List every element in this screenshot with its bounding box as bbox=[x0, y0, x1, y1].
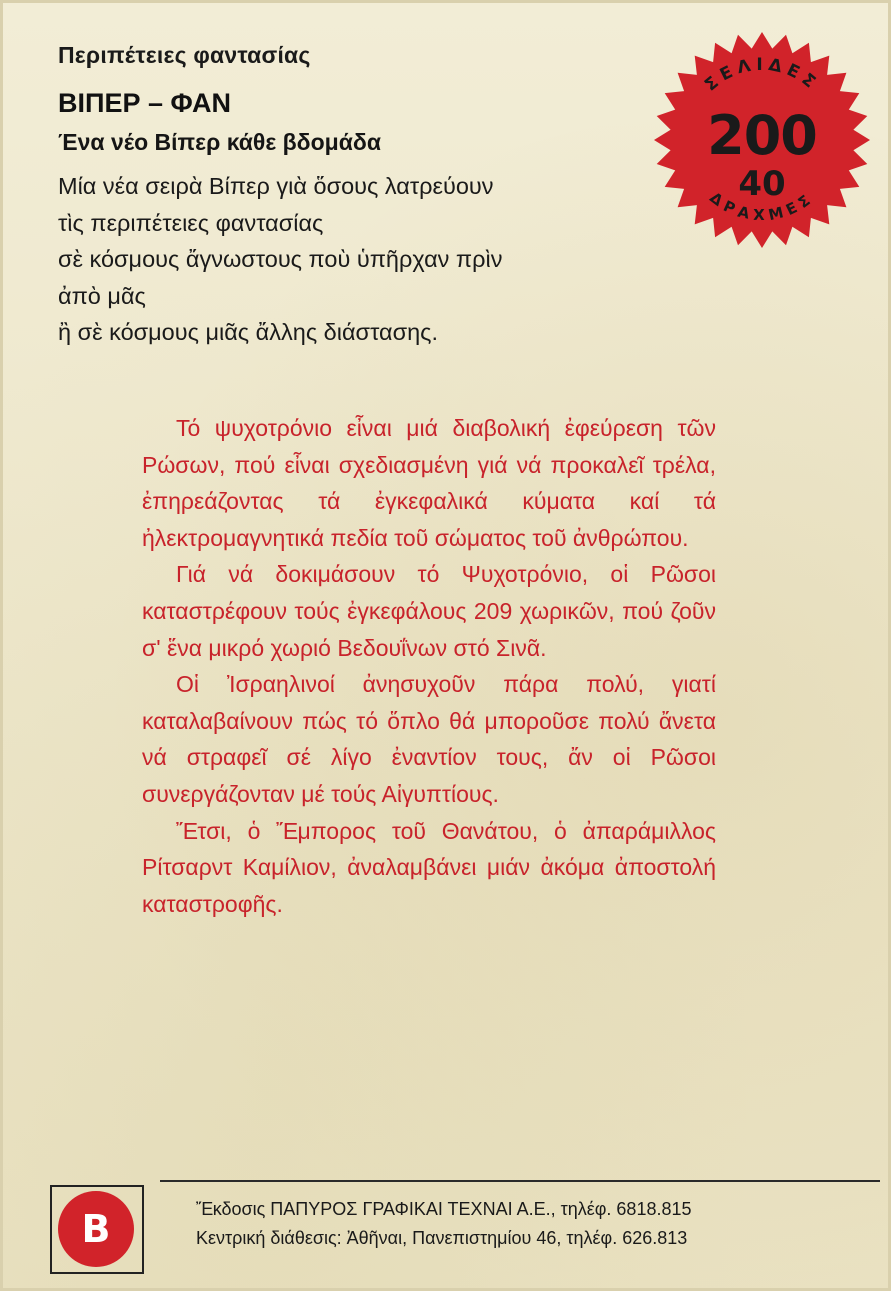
badge-bottom-text: ΔΡΑΧΜΕΣ bbox=[706, 188, 818, 225]
series-title: ΒΙΠΕΡ – ΦΑΝ bbox=[58, 88, 231, 118]
footer-divider bbox=[160, 1180, 880, 1182]
synopsis-paragraph: Ἔτσι, ὁ Ἔμπορος τοῦ Θανάτου, ὁ ἀπαράμιλλος Ρίτσαρντ Καμίλιον, ἀναλαμβάνει μιάν ἀκόμα ἀποστολή καταστροφῆς. bbox=[142, 817, 716, 917]
intro-line: τὶς περιπέτειες φαντασίας bbox=[58, 209, 324, 236]
logo-icon: Β bbox=[58, 1191, 134, 1267]
publisher-info: Ἔκδοσις ΠΑΠΥΡΟΣ ΓΡΑΦΙΚΑΙ ΤΕΧΝΑΙ Α.Ε., τηλέφ. 6818.815 bbox=[196, 1199, 692, 1219]
series-name: Περιπέτειες φαντασίας bbox=[58, 42, 311, 68]
synopsis bbox=[142, 410, 716, 922]
intro-line: ἢ σὲ κόσμους μιᾶς ἄλλης διάστασης. bbox=[58, 319, 439, 345]
intro-line: σὲ κόσμους ἄγνωστους ποὺ ὑπῆρχαν πρὶν bbox=[58, 246, 503, 272]
badge-pages: 200 bbox=[707, 104, 817, 167]
synopsis-paragraph: Τό ψυχοτρόνιο εἶναι μιά διαβολική ἐφεύρεση τῶν Ρώσων, πού εἶναι σχεδιασμένη γιά νά προκαλεῖ τρέλα, ἐπηρεάζοντας τά ἐγκεφαλικά κύματα καί τά ἠλεκτρομαγνητικά πεδία τοῦ σώματος τοῦ ἀνθρώπου. bbox=[142, 415, 716, 551]
series-intro bbox=[58, 168, 658, 351]
synopsis-paragraph: Οἱ Ἰσραηλινοί ἀνησυχοῦν πάρα πολύ, γιατί καταλαβαίνουν πώς τό ὅπλο θά μποροῦσε πολύ ἄνετα νά στραφεῖ σέ λίγο ἐναντίον τους, ἄν οἱ Ρῶσοι συνεργάζονταν μέ τούς Αἰγυπτίους. bbox=[142, 671, 716, 807]
publisher-logo bbox=[50, 1185, 144, 1274]
synopsis-paragraph: Γιά νά δοκιμάσουν τό Ψυχοτρόνιο, οἱ Ρῶσοι καταστρέφουν τούς ἐγκεφάλους 209 χωρικῶν, πού ζοῦν σ' ἕνα μικρό χωριό Βεδουΐνων στό Σινᾶ. bbox=[142, 561, 716, 661]
intro-line: ἀπὸ μᾶς bbox=[58, 282, 146, 309]
intro-line: Μία νέα σειρὰ Βίπερ γιὰ ὅσους λατρεύουν bbox=[58, 173, 494, 199]
badge-top-text: ΣΕΛΙΔΕΣ bbox=[701, 54, 823, 96]
price-badge bbox=[652, 30, 872, 250]
badge-price: 40 bbox=[738, 164, 786, 204]
distribution-info: Κεντρική διάθεσις: Ἀθῆναι, Πανεπιστημίου 46, τηλέφ. 626.813 bbox=[196, 1228, 688, 1248]
tagline: Ένα νέο Βίπερ κάθε βδομάδα bbox=[58, 129, 381, 155]
